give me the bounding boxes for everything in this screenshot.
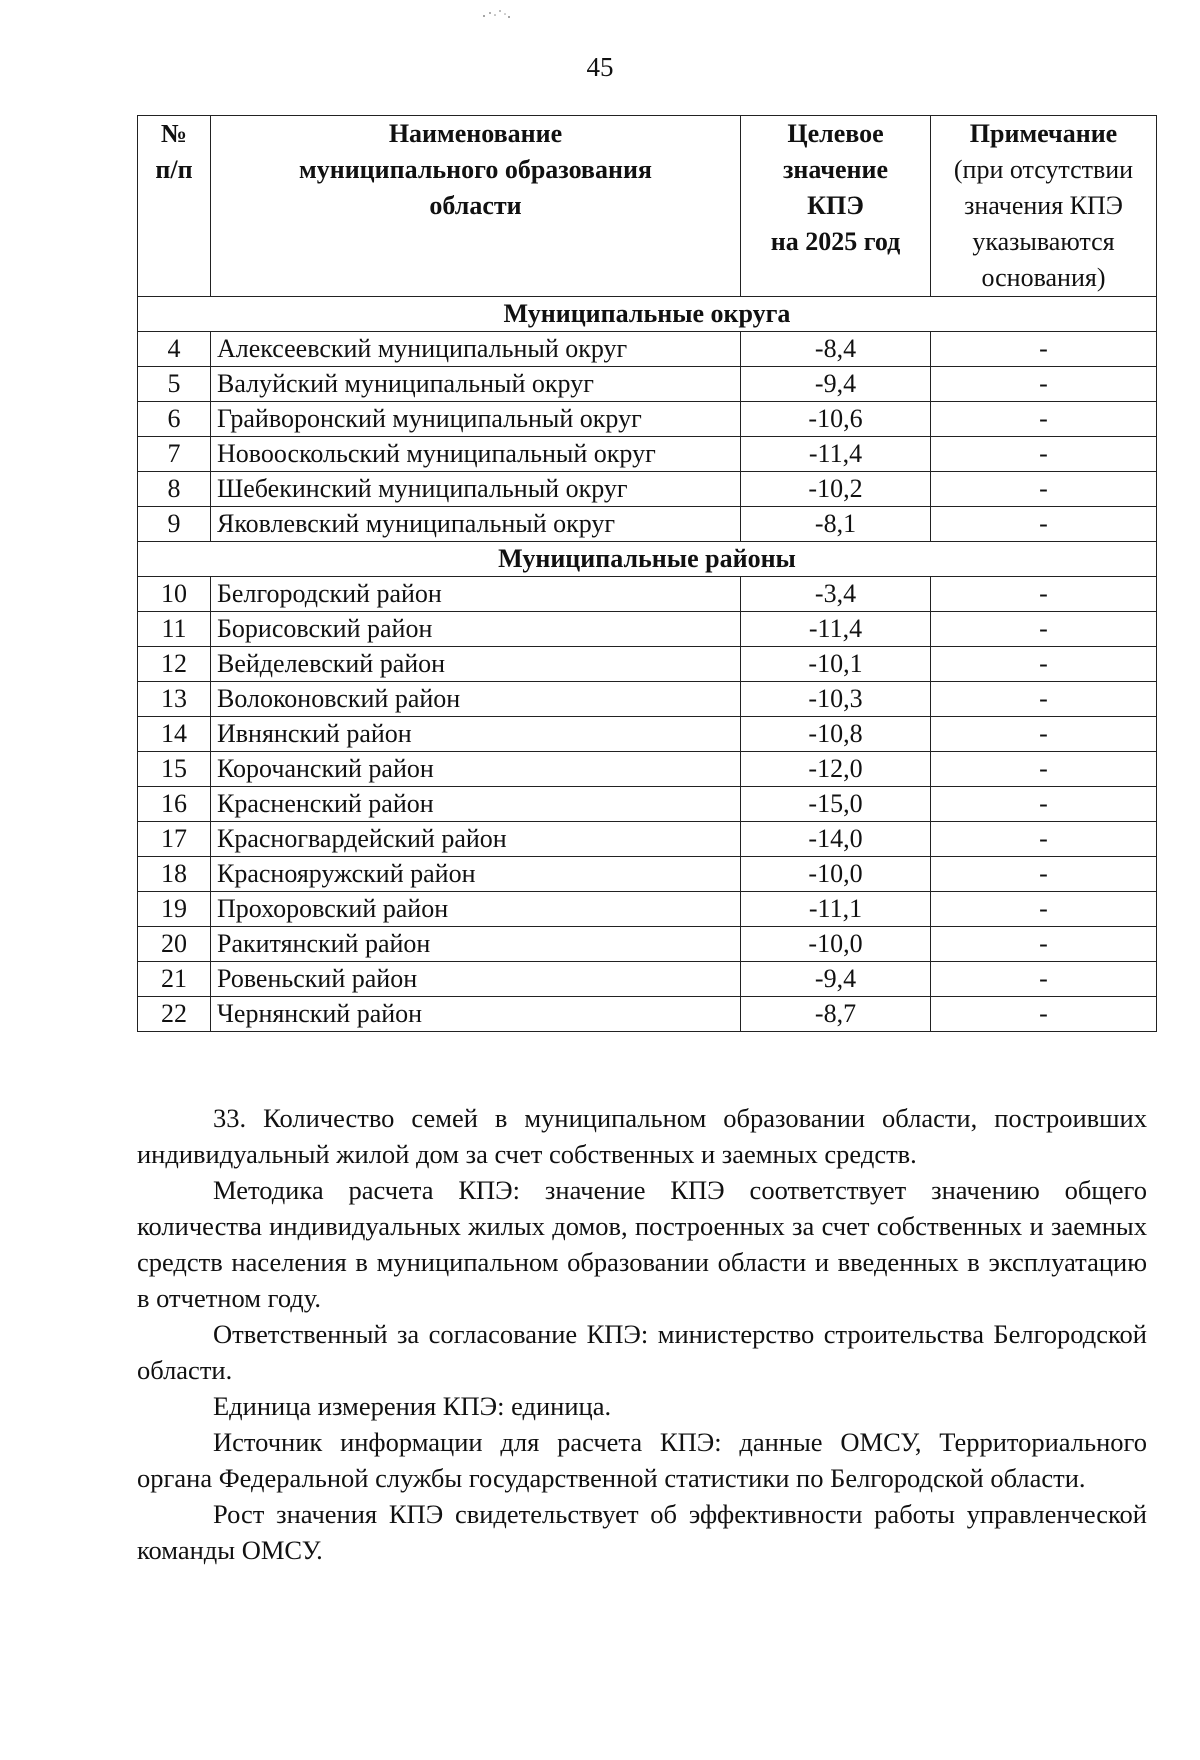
cell-value: -14,0 [741,822,931,857]
section-row [138,542,1157,577]
header-note-line: основания) [981,263,1106,292]
cell-num: 11 [138,612,211,647]
cell-value: -10,1 [741,647,931,682]
table-row [138,892,1157,927]
cell-note: - [931,682,1157,717]
page-number: 45 [586,52,614,82]
table-row [138,367,1157,402]
header-note-line: значения КПЭ [964,191,1123,220]
cell-name: Алексеевский муниципальный округ [211,332,741,367]
cell-num: 16 [138,787,211,822]
cell-name: Грайворонский муниципальный округ [211,402,741,437]
cell-name: Валуйский муниципальный округ [211,367,741,402]
cell-note: - [931,717,1157,752]
cell-num: 5 [138,367,211,402]
cell-value: -11,4 [741,437,931,472]
cell-num: 22 [138,997,211,1032]
cell-name: Ракитянский район [211,927,741,962]
table-row [138,927,1157,962]
table-row [138,822,1157,857]
cell-note: - [931,787,1157,822]
cell-name: Волоконовский район [211,682,741,717]
cell-value: -9,4 [741,367,931,402]
header-name-line: муниципального образования [299,155,652,184]
header-value-line: значение [782,155,889,184]
cell-name: Борисовский район [211,612,741,647]
cell-note: - [931,472,1157,507]
header-num [138,116,211,297]
cell-value: -15,0 [741,787,931,822]
cell-value: -12,0 [741,752,931,787]
cell-note: - [931,927,1157,962]
cell-note: - [931,402,1157,437]
paragraph: Ответственный за согласование КПЭ: министерство строительства Белгородской области. [137,1319,1147,1385]
cell-value: -8,1 [741,507,931,542]
cell-num: 8 [138,472,211,507]
cell-num: 20 [138,927,211,962]
header-value-line: КПЭ [807,191,864,220]
cell-value: -11,4 [741,612,931,647]
cell-num: 4 [138,332,211,367]
cell-note: - [931,507,1157,542]
table-row [138,402,1157,437]
header-note-title: Примечание [969,119,1118,148]
paragraph: Методика расчета КПЭ: значение КПЭ соответствует значению общего количества индивидуальных жилых домов, построенных за счет собственных и заемных средств населения в муниципальном образовании области и введенных в эксплуатацию в отчетном году. [137,1175,1147,1313]
cell-num: 18 [138,857,211,892]
table-row [138,437,1157,472]
table-row [138,577,1157,612]
table-row [138,997,1157,1032]
kpe-table [137,115,1157,1032]
cell-name: Вейделевский район [211,647,741,682]
cell-note: - [931,962,1157,997]
cell-num: 13 [138,682,211,717]
table-row [138,332,1157,367]
section-title: Муниципальные округа [138,297,1157,332]
cell-num: 14 [138,717,211,752]
cell-note: - [931,577,1157,612]
scan-artifact [478,4,518,22]
cell-value: -8,7 [741,997,931,1032]
cell-num: 10 [138,577,211,612]
cell-value: -11,1 [741,892,931,927]
table-row [138,682,1157,717]
table-row [138,857,1157,892]
paragraph: Единица измерения КПЭ: единица. [213,1391,612,1421]
cell-name: Корочанский район [211,752,741,787]
cell-value: -10,3 [741,682,931,717]
header-name [211,116,741,297]
cell-num: 15 [138,752,211,787]
cell-name: Красненский район [211,787,741,822]
cell-num: 19 [138,892,211,927]
paragraph: 33. Количество семей в муниципальном образовании области, построивших индивидуальный жилой дом за счет собственных и заемных средств. [137,1103,1147,1169]
header-note-line: указываются [972,227,1115,256]
table-body [138,297,1157,1032]
cell-value: -3,4 [741,577,931,612]
section-title: Муниципальные районы [138,542,1157,577]
cell-name: Шебекинский муниципальный округ [211,472,741,507]
cell-name: Ивнянский район [211,717,741,752]
table-row [138,962,1157,997]
table-row [138,647,1157,682]
header-name-line: области [429,191,522,220]
cell-name: Новооскольский муниципальный округ [211,437,741,472]
cell-note: - [931,892,1157,927]
cell-note: - [931,997,1157,1032]
table-row [138,507,1157,542]
cell-num: 7 [138,437,211,472]
header-num-line: п/п [155,155,193,184]
header-note [931,116,1157,297]
paragraph: Источник информации для расчета КПЭ: данные ОМСУ, Территориального органа Федеральной службы государственной статистики по Белгородской области. [137,1427,1147,1493]
cell-note: - [931,367,1157,402]
table-header-row [138,116,1157,297]
cell-name: Белгородский район [211,577,741,612]
cell-value: -10,6 [741,402,931,437]
cell-name: Яковлевский муниципальный округ [211,507,741,542]
table-row [138,717,1157,752]
header-value [741,116,931,297]
cell-num: 12 [138,647,211,682]
header-num-line: № [160,119,188,148]
cell-num: 9 [138,507,211,542]
table-row [138,472,1157,507]
table-row [138,752,1157,787]
cell-value: -10,0 [741,857,931,892]
cell-value: -10,0 [741,927,931,962]
cell-name: Ровеньский район [211,962,741,997]
cell-note: - [931,752,1157,787]
cell-name: Красногвардейский район [211,822,741,857]
body-text [137,1100,1147,1568]
header-note-line: (при отсутствии [953,155,1134,184]
cell-name: Чернянский район [211,997,741,1032]
header-value-line: Целевое [787,119,884,148]
paragraph: Рост значения КПЭ свидетельствует об эффективности работы управленческой команды ОМСУ. [137,1499,1147,1565]
cell-num: 21 [138,962,211,997]
table-row [138,612,1157,647]
cell-note: - [931,857,1157,892]
cell-num: 6 [138,402,211,437]
cell-value: -10,2 [741,472,931,507]
section-row [138,297,1157,332]
table-row [138,787,1157,822]
cell-name: Прохоровский район [211,892,741,927]
cell-num: 17 [138,822,211,857]
cell-value: -9,4 [741,962,931,997]
cell-value: -8,4 [741,332,931,367]
cell-note: - [931,332,1157,367]
cell-note: - [931,612,1157,647]
cell-note: - [931,822,1157,857]
cell-name: Краснояружский район [211,857,741,892]
cell-note: - [931,647,1157,682]
cell-value: -10,8 [741,717,931,752]
header-name-line: Наименование [388,119,563,148]
cell-note: - [931,437,1157,472]
header-value-line: на 2025 год [770,227,901,256]
